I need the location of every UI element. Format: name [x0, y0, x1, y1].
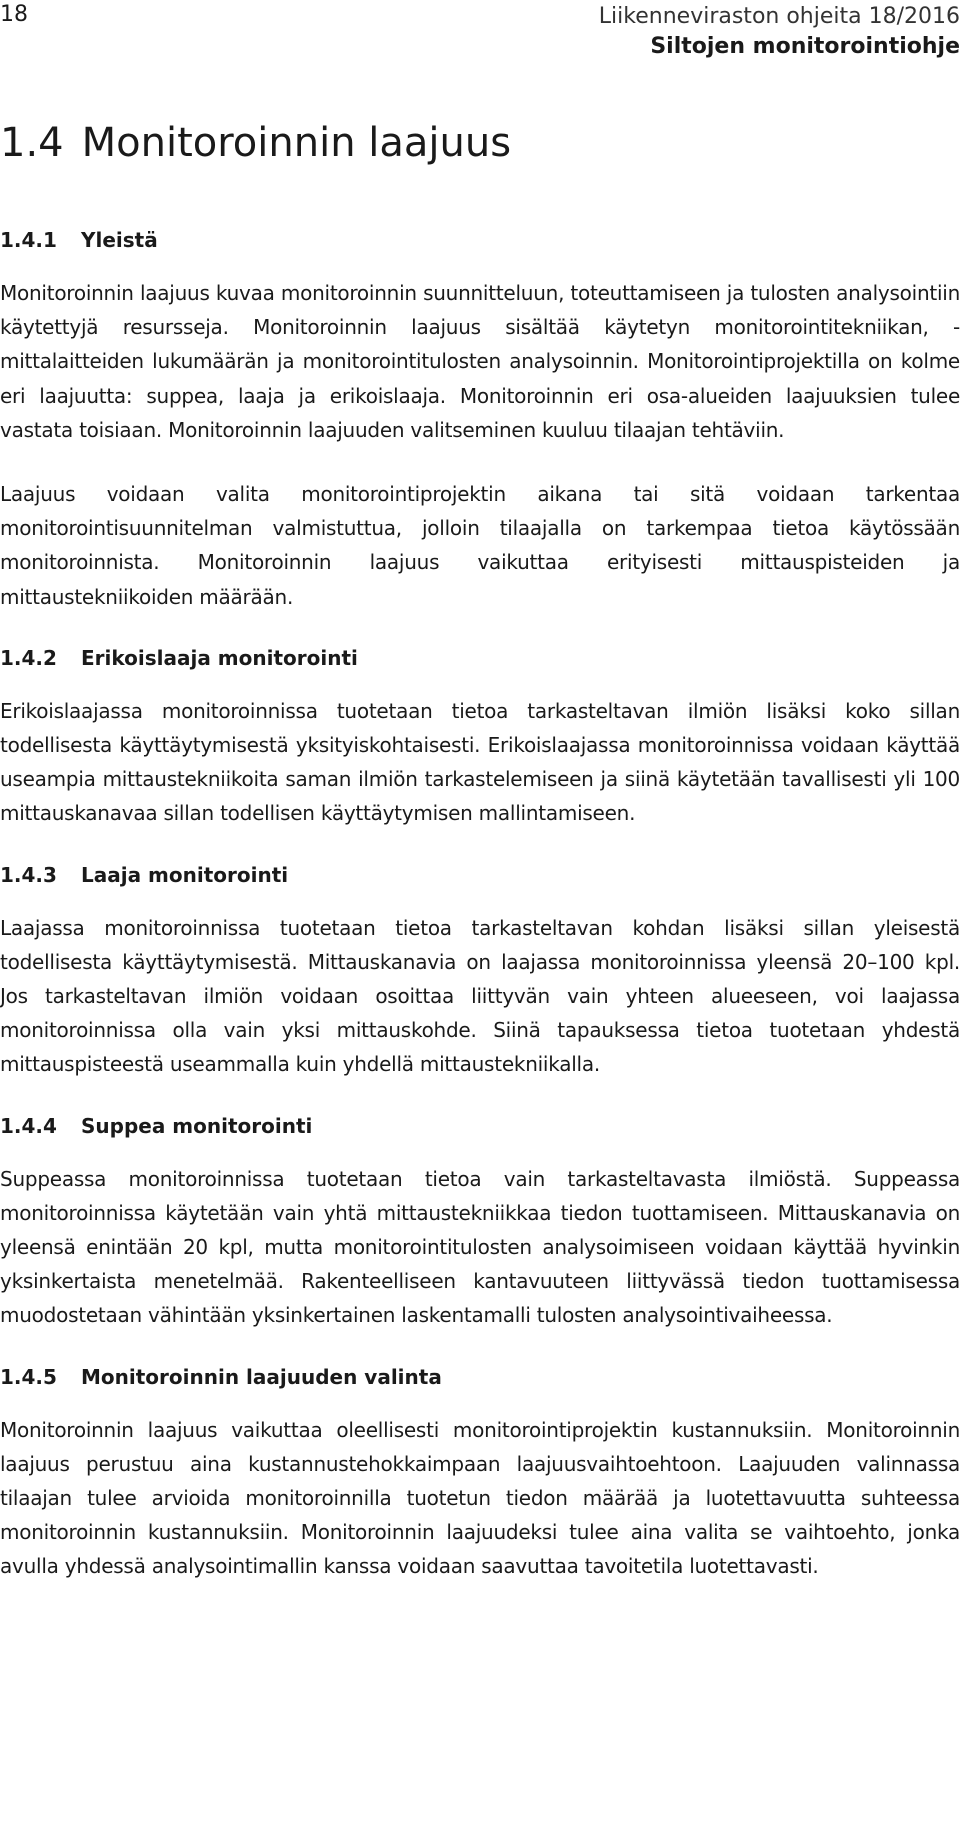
body-paragraph: Suppeassa monitoroinnissa tuotetaan tietoa vain tarkasteltavasta ilmiöstä. Suppeassa monitoroinnissa käytetään vain yhtä mittaustekniikkaa tiedon tuottamiseen. Mittauskanavia on yleensä enintään 20 kpl, mutta monitorointitulosten analysoimiseen voidaan käyttää hyvinkin yksinkertaista menetelmää. Rakenteelliseen kantavuuteen liittyvässä tiedon tuottamisessa muodostetaan vähintään yksinkertainen laskentamalli tulosten analysointivaiheessa.: [0, 1166, 960, 1328]
section-heading: [0, 644, 960, 672]
chapter-heading: [0, 120, 960, 166]
publication-series: Liikenneviraston ohjeita 18/2016: [598, 4, 960, 29]
section-laaja: [0, 861, 960, 1082]
body-paragraph: Laajuus voidaan valita monitorointiprojektin aikana tai sitä voidaan tarkentaa monitorointisuunnitelman valmistuttua, jolloin tilaajalla on tarkempaa tietoa käytössään monitoroinnista. Monitoroinnin laajuus vaikuttaa erityisesti mittauspisteiden ja mittaustekniikoiden määrään.: [0, 482, 960, 609]
section-heading: [0, 861, 960, 889]
section-title: Laaja monitorointi: [81, 862, 289, 887]
section-number: 1.4.3: [0, 862, 57, 887]
page-header: [0, 0, 960, 80]
section-title: Erikoislaaja monitorointi: [81, 645, 358, 670]
section-number: 1.4.2: [0, 645, 57, 670]
section-title: Suppea monitorointi: [81, 1113, 313, 1138]
section-heading: [0, 1363, 960, 1391]
section-erikoislaaja: [0, 644, 960, 831]
body-paragraph: Laajassa monitoroinnissa tuotetaan tietoa tarkasteltavan kohdan lisäksi sillan yleisestä todellisesta käyttäytymisestä. Mittauskanavia on laajassa monitoroinnissa yleensä 20–100 kpl. Jos tarkasteltavan ilmiön voidaan osoittaa liittyvän vain yhteen alueeseen, voi laajassa monitoroinnissa olla vain yksi mittauskohde. Siinä tapauksessa tietoa tuotetaan yhdestä mittauspisteestä useammalla kuin yhdellä mittaustekniikalla.: [0, 915, 960, 1077]
page-content: [0, 120, 960, 1614]
chapter-title: Monitoroinnin laajuus: [81, 120, 512, 166]
chapter-number: 1.4: [0, 120, 64, 166]
document-title: Siltojen monitorointiohje: [650, 34, 960, 59]
section-number: 1.4.1: [0, 228, 57, 252]
section-title: Yleistä: [81, 228, 158, 252]
section-heading: [0, 226, 960, 254]
body-paragraph: Monitoroinnin laajuus vaikuttaa oleellisesti monitorointiprojektin kustannuksiin. Monitoroinnin laajuus perustuu aina kustannustehokkaimpaan laajuusvaihtoehtoon. Laajuuden valinnassa tilaajan tulee arvioida monitoroinnilla tuotetun tiedon määrää ja luotettavuutta suhteessa monitoroinnin kustannuksiin. Monitoroinnin laajuudeksi tulee aina valita se vaihtoehto, jonka avulla yhdessä analysointimallin kanssa voidaan saavuttaa tavoitetila luotettavasti.: [0, 1417, 960, 1579]
body-paragraph: Erikoislaajassa monitoroinnissa tuotetaan tietoa tarkasteltavan ilmiön lisäksi koko sillan todellisesta käyttäytymisestä yksityiskohtaisesti. Erikoislaajassa monitoroinnissa voidaan käyttää useampia mittaustekniikoita saman ilmiön tarkastelemiseen ja siinä käytetään tavallisesti yli 100 mittauskanavaa sillan todellisen käyttäytymisen mallintamiseen.: [0, 698, 960, 826]
section-number: 1.4.5: [0, 1364, 57, 1389]
body-paragraph: Monitoroinnin laajuus kuvaa monitoroinnin suunnitteluun, toteuttamiseen ja tulosten analysointiin käytettyjä resursseja. Monitoroinnin laajuus sisältää käytetyn monitorointitekniikan, -mittalaitteiden lukumäärän ja monitorointitulosten analysoinnin. Monitorointiprojektilla on kolme eri laajuutta: suppea, laaja ja erikoislaaja. Monitoroinnin eri osa-alueiden laajuuksien tulee vastata toisiaan. Monitoroinnin laajuuden valitseminen kuuluu tilaajan tehtäviin.: [0, 281, 960, 442]
section-number: 1.4.4: [0, 1113, 57, 1138]
running-head: [599, 2, 960, 62]
page-number: 18: [0, 2, 28, 27]
section-suppea: [0, 1112, 960, 1333]
section-heading: [0, 1112, 960, 1140]
section-yleista: [0, 226, 960, 614]
section-title: Monitoroinnin laajuuden valinta: [81, 1364, 442, 1389]
section-laajuuden-valinta: [0, 1363, 960, 1584]
